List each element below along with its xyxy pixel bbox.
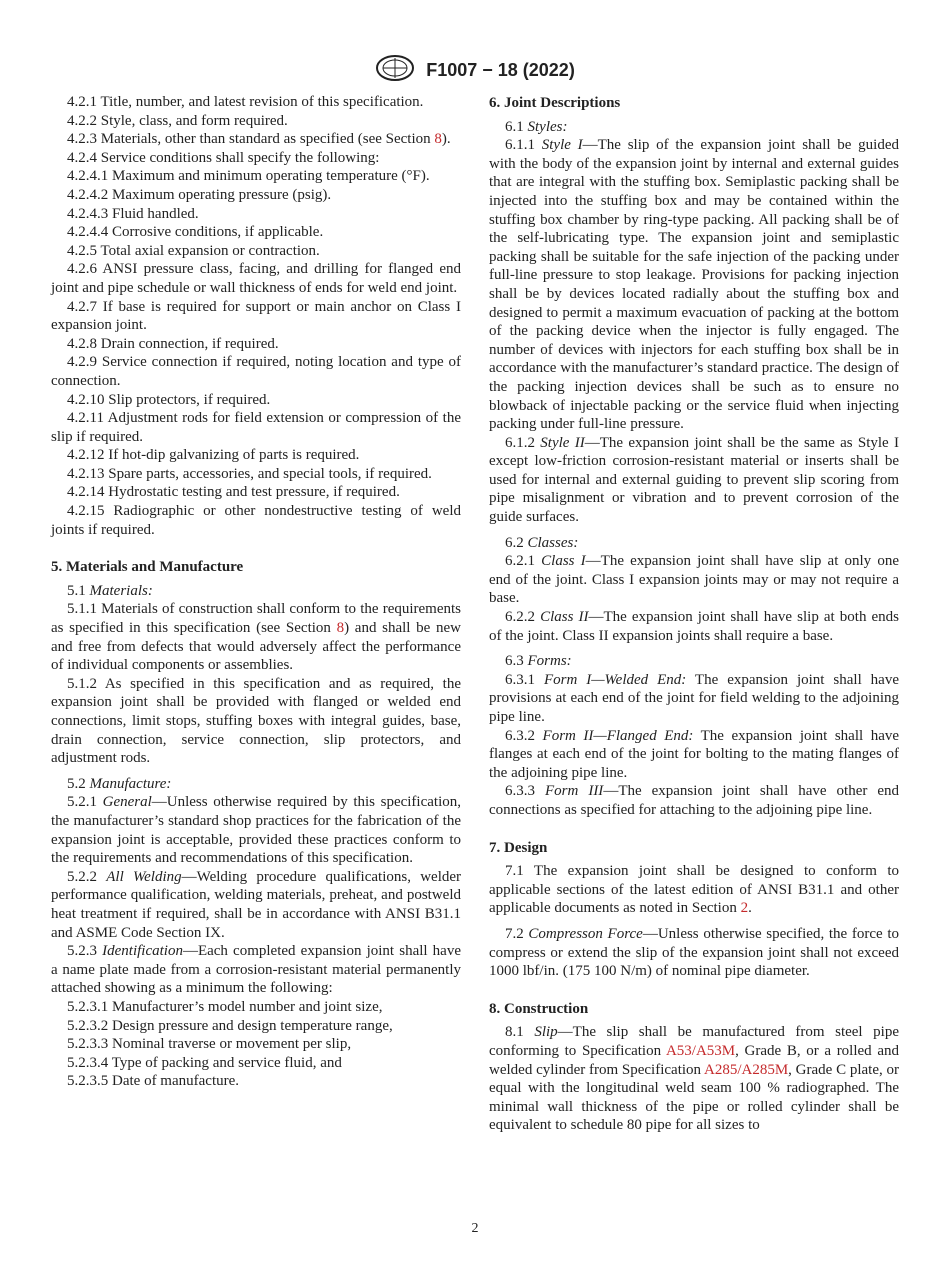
paragraph: 5.2.3.5 Date of manufacture. (67, 1073, 240, 1090)
paragraph: 6.3.2 Form II—Flanged End: The expansion joint shall have flanges at each end of the joint for bolting to the mating flanges of the adjoining pipe line. (489, 727, 900, 781)
paragraph: 4.2.4.2 Maximum operating pressure (psig). (67, 186, 332, 203)
section-heading: 6. Joint Descriptions (489, 95, 621, 111)
paragraph: 4.2.1 Title, number, and latest revision of this specification. (67, 94, 424, 110)
right-column (489, 93, 899, 1135)
paragraph: 4.2.5 Total axial expansion or contraction. (67, 242, 320, 259)
paragraph: 5.1 Materials: (67, 582, 153, 599)
paragraph: 4.2.4 Service conditions shall specify the following: (67, 149, 380, 166)
paragraph: 4.2.13 Spare parts, accessories, and special tools, if required. (67, 465, 432, 482)
paragraph: 6.3 Forms: (505, 653, 572, 670)
paragraph: 4.2.15 Radiographic or other nondestructive testing of weld joints if required. (51, 503, 461, 538)
paragraph: 7.2 Compresson Force—Unless otherwise specified, the force to compress or extend the slip of the expansion joint shall not exceed 1000 lbf/in. (175 100 N/m) of nominal pipe diameter. (489, 925, 899, 980)
section-heading: 5. Materials and Manufacture (51, 559, 244, 576)
specification-link[interactable]: A285/A285M (703, 1061, 789, 1078)
paragraph: 4.2.6 ANSI pressure class, facing, and drilling for flanged end joint and pipe schedule or wall thickness of ends for weld end joint. (51, 261, 461, 296)
paragraph: 5.2.3 Identification—Each completed expansion joint shall have a name plate made from a corrosion-resistant material permanently attached showing as a minimum the following: (51, 943, 461, 997)
paragraph: 4.2.8 Drain connection, if required. (67, 335, 279, 352)
paragraph: 5.1.2 As specified in this specification and as required, the expansion joint shall be provided with flanged or welded end connections, limit stops, stuffing boxes with integral guides, base, drain connection, service connection, slip protectors, and adjustment rods. (51, 675, 461, 767)
paragraph: 6.2 Classes: (505, 534, 579, 551)
paragraph: 5.2.3.3 Nominal traverse or movement per slip, (67, 1036, 352, 1053)
paragraph: 5.2.3.2 Design pressure and design temperature range, (67, 1017, 393, 1034)
paragraph: 6.2.2 Class II—The expansion joint shall have slip at both ends of the joint. Class II expansion joints shall require a base. (489, 609, 900, 644)
section-heading: 7. Design (489, 839, 548, 856)
paragraph: 4.2.10 Slip protectors, if required. (67, 391, 271, 408)
astm-logo-icon (375, 54, 415, 87)
section-heading: 8. Construction (489, 1000, 589, 1017)
paragraph: 4.2.4.4 Corrosive conditions, if applicable. (67, 224, 324, 241)
paragraph: 4.2.4.1 Maximum and minimum operating temperature (°F). (67, 168, 430, 185)
paragraph: 8.1 Slip—The slip shall be manufactured from steel pipe conforming to Specification A53/A53M, Grade B, or a rolled and welded cylinder from Specification A285/A285M, Grade C plate, or equal with the longitudinal weld seam 100 % radiographed. The minimal wall thickness of the pipe or rolled cylinder shall be equivalent to schedule 80 pipe for all sizes to (489, 1024, 899, 1134)
paragraph: 4.2.14 Hydrostatic testing and test pressure, if required. (67, 484, 400, 501)
paragraph: 7.1 The expansion joint shall be designed to conform to applicable sections of the latest edition of ANSI B31.1 and other applicable documents as noted in Section 2. (489, 863, 899, 917)
paragraph: 5.2.2 All Welding—Welding procedure qualifications, welder performance qualification, welding materials, preheat, and postweld heat treatment if required, shall be in accordance with ANSI B31.1 and ASME Code Section IX. (51, 868, 462, 941)
paragraph: 6.1.1 Style I—The slip of the expansion joint shall be guided with the body of the expansion joint by internal and external guides that are integral with the stuffing box. Semiplastic packing shall be injected into the stuffing box and may be contained within the stuffing box chamber by ring-type packing. All packing shall be of the self-lubricating type. The expansion joint and semiplastic packing shall be suitable for the safe injection of the packing under full-line pressure to stop leakage. Provisions for packing injection shall be by devices located radially about the stuffing box and designed to permit a maximum evacuation of packing at the bottom of the packing device when the injector is fully engaged. The number of devices with injectors for each stuffing box shall be in accordance with the manufacturer’s standard practice. The design of the packing injection devices shall be such as to ensure no blowback of injectable packing or the service fluid when injecting packing under full-line pressure. (489, 137, 900, 433)
paragraph: 5.2 Manufacture: (67, 775, 172, 792)
section-link[interactable]: 8 (336, 620, 345, 637)
paragraph: 4.2.2 Style, class, and form required. (67, 112, 288, 129)
paragraph: 4.2.3 Materials, other than standard as specified (see Section 8). (67, 131, 451, 148)
document-designation: F1007 − 18 (2022) (426, 60, 575, 80)
page-number: 2 (471, 1221, 479, 1236)
paragraph: 6.3.1 Form I—Welded End: The expansion joint shall have provisions at each end of the joint for field welding to the adjoining pipe line. (489, 671, 899, 725)
paragraph: 5.2.3.4 Type of packing and service fluid, and (67, 1054, 342, 1071)
paragraph: 4.2.4.3 Fluid handled. (67, 205, 199, 222)
paragraph: 6.3.3 Form III—The expansion joint shall have other end connections as specified for attaching to the adjoining pipe line. (489, 783, 899, 818)
paragraph: 5.1.1 Materials of construction shall conform to the requirements as specified in this specification (see Section 8) and shall be new and free from defects that would adversely affect the performance of individual components or assemblies. (51, 601, 461, 674)
paragraph: 6.1.2 Style II—The expansion joint shall be the same as Style I except low-friction corrosion-resistant material or inserts shall be used for internal and external guiding to prevent slip scoring from pipe misalignment or vibration and to prevent corrosion of the guide surfaces. (489, 434, 899, 526)
paragraph: 4.2.9 Service connection if required, noting location and type of connection. (51, 354, 461, 389)
page-header (0, 54, 950, 87)
specification-link[interactable]: A53/A53M (665, 1042, 736, 1059)
paragraph: 6.2.1 Class I—The expansion joint shall have slip at only one end of the joint. Class I expansion joints may or may not require a base. (489, 553, 899, 607)
section-link[interactable]: 2 (740, 900, 749, 917)
paragraph: 4.2.7 If base is required for support or main anchor on Class I expansion joint. (51, 298, 461, 334)
paragraph: 6.1 Styles: (505, 118, 568, 135)
paragraph: 4.2.11 Adjustment rods for field extension or compression of the slip if required. (51, 410, 461, 445)
paragraph: 5.2.1 General—Unless otherwise required by this specification, the manufacturer’s standard shop practices for the fabrication of the expansion joint is acceptable, provided these practices conform to the requirements and recommendations of this specification. (51, 794, 461, 867)
left-column (51, 93, 461, 1091)
paragraph: 5.2.3.1 Manufacturer’s model number and joint size, (67, 998, 383, 1015)
paragraph: 4.2.12 If hot-dip galvanizing of parts is required. (67, 447, 360, 464)
section-link[interactable]: 8 (434, 131, 442, 148)
